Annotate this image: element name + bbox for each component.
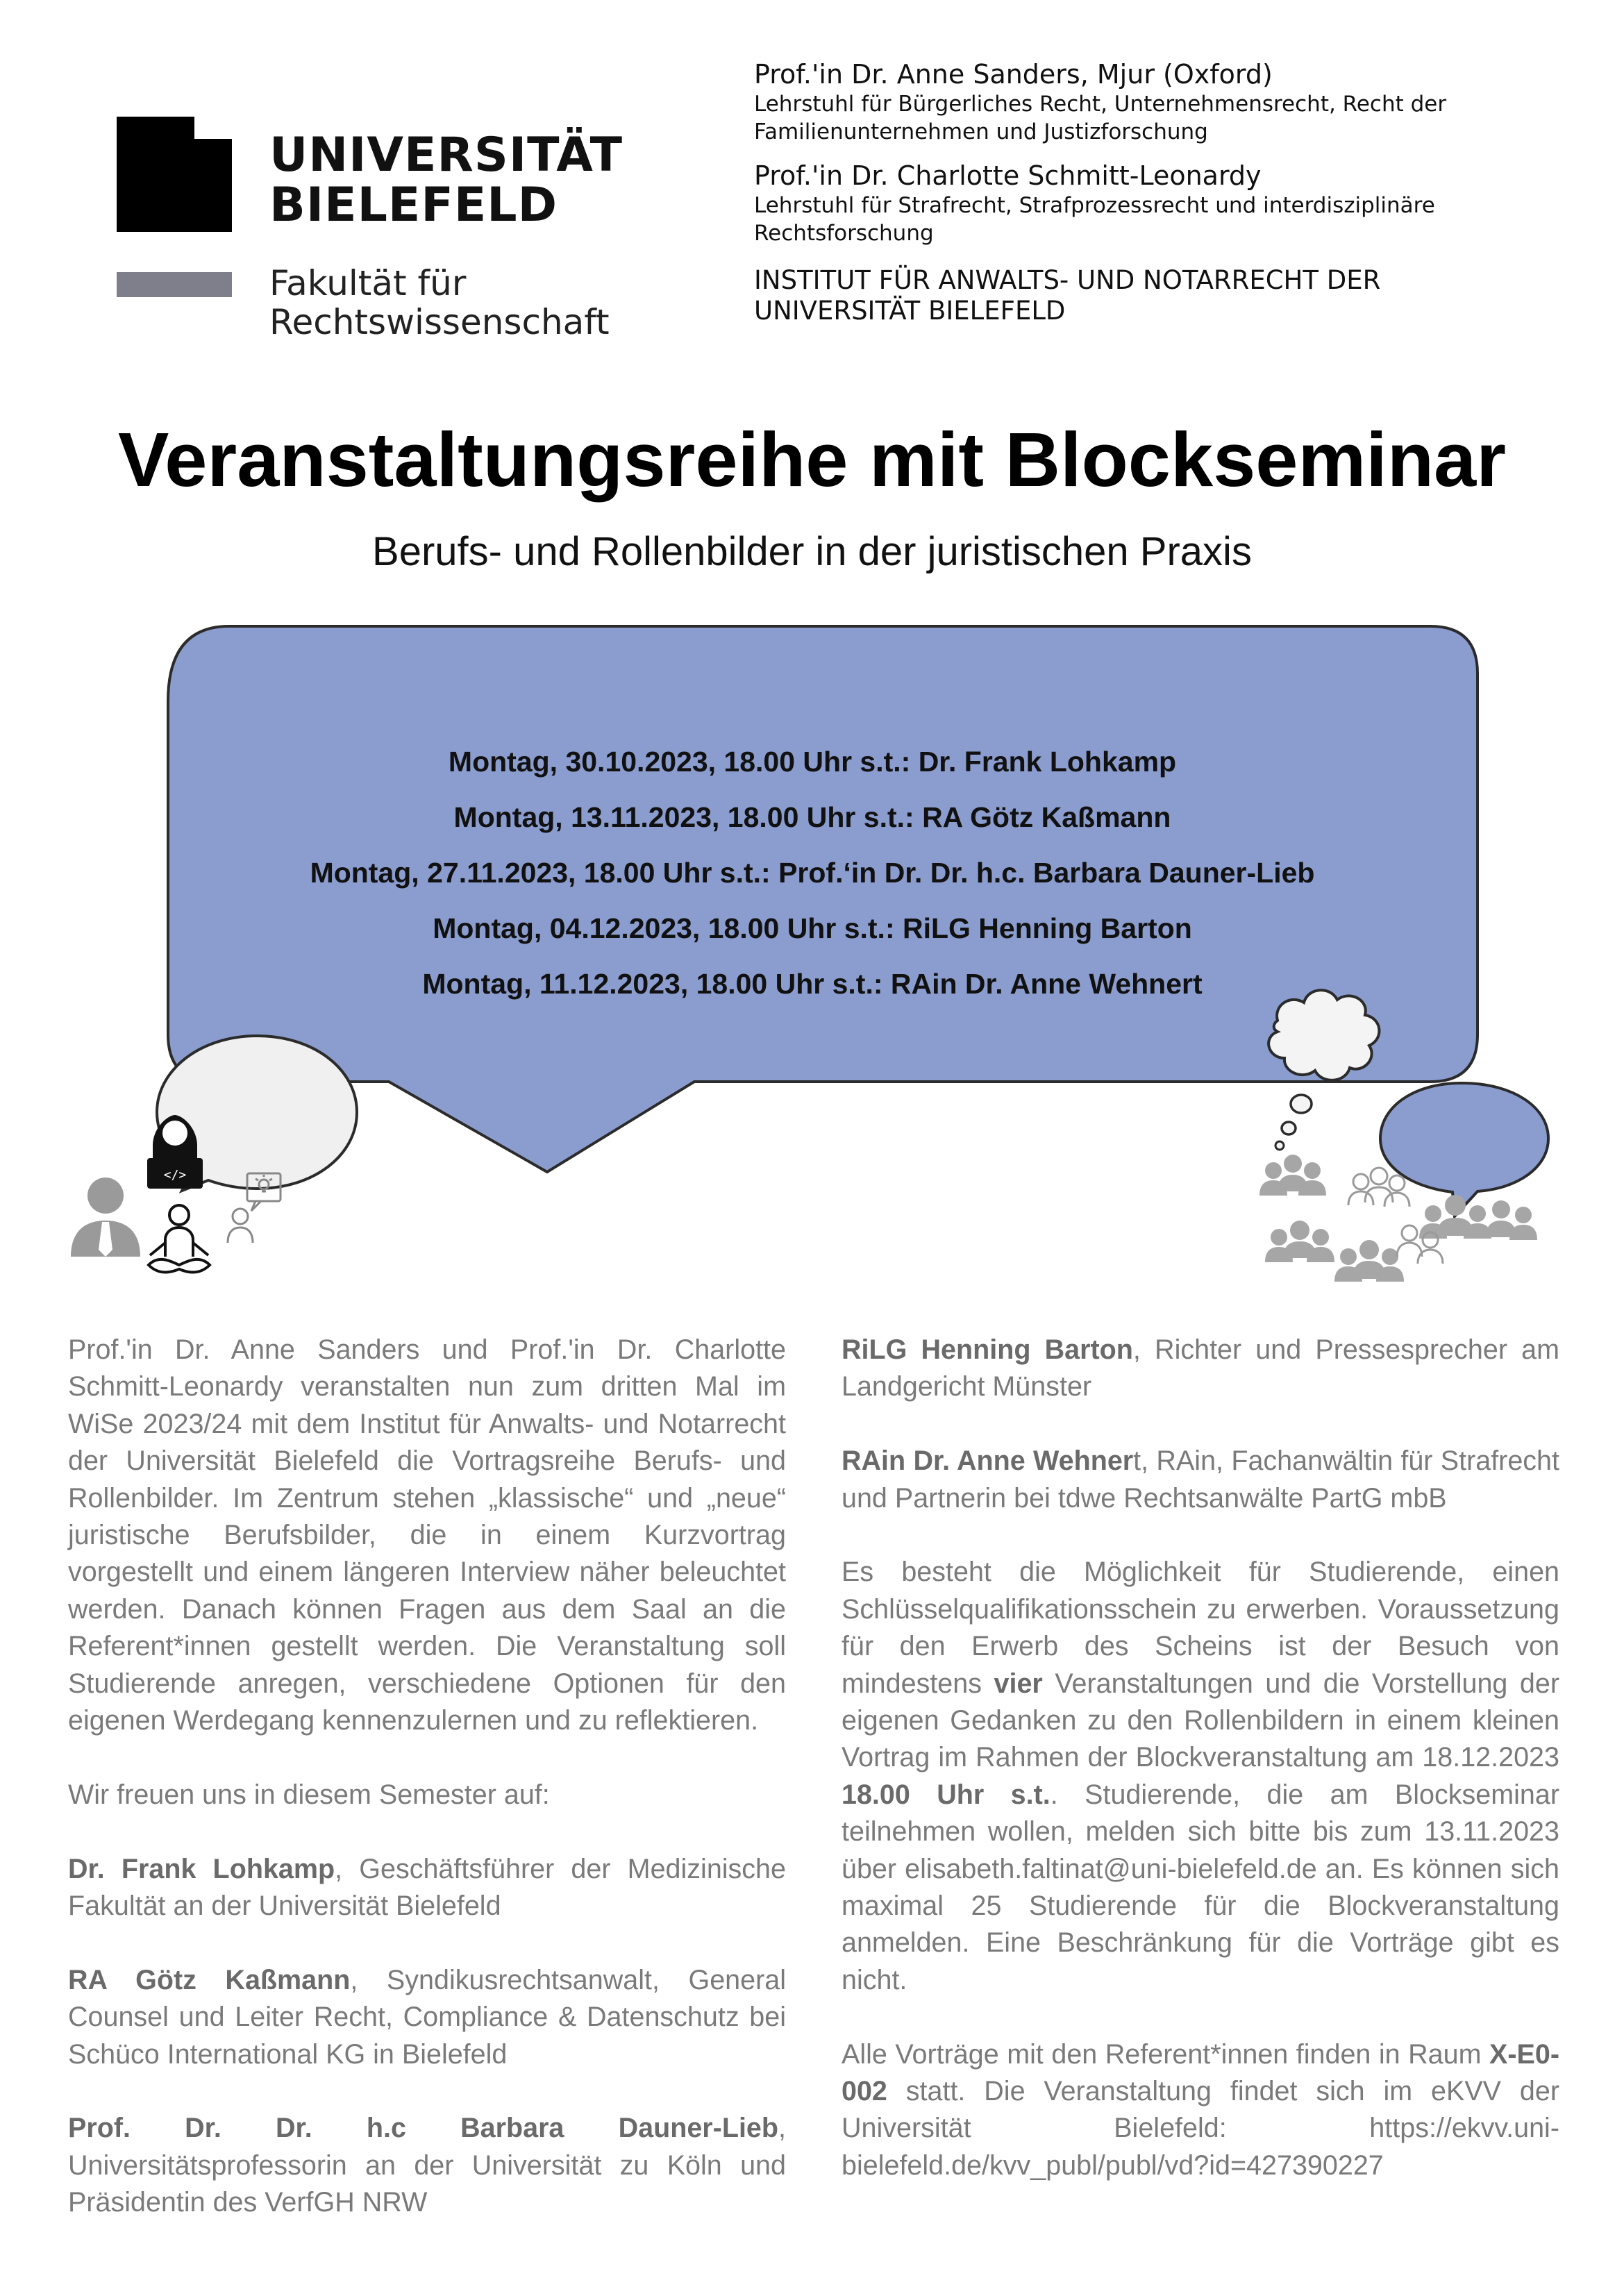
prof1-chair-line-2: Familienunternehmen und Justizforschung: [754, 119, 1208, 144]
thought-dot-2: [1282, 1122, 1296, 1134]
institute-line-1: INSTITUT FÜR ANWALTS- UND NOTARRECHT DER: [754, 265, 1381, 295]
prof1-name: Prof.'in Dr. Anne Sanders, Mjur (Oxford): [754, 59, 1273, 90]
university-name-line-2: BIELEFELD: [269, 178, 558, 233]
speaker-wehnert: [842, 1443, 1559, 1517]
cert-text-3: . Studierende, die am Blockseminar teilnehmen wollen, melden sich bitte bis zum 13.11.2023 über elisabeth.faltinat@uni-bielefeld.de an. Es können sich maximal 25 Studierende für die Blockveranstaltung anmelden. Eine Beschränkung für die Vorträge gibt es nicht.: [842, 1779, 1559, 1995]
speaker-name: Dr. Frank Lohkamp: [68, 1853, 335, 1884]
left-column: [68, 1332, 786, 2222]
prof2-chair-line-2: Rechtsforschung: [754, 221, 934, 246]
speaker-desc: , RAin, Fachanwältin für Strafrecht und Partnerin bei tdwe Rechtsanwälte PartG mbB: [842, 1446, 1559, 1514]
businessman-icon: [71, 1178, 140, 1257]
date-line-1: Montag, 30.10.2023, 18.00 Uhr s.t.: Dr. Frank Lohkamp: [448, 746, 1177, 778]
prof1-chair-line-1: Lehrstuhl für Bürgerliches Recht, Unternehmensrecht, Recht der: [754, 92, 1447, 117]
speaker-name-rest: t: [1133, 1446, 1141, 1477]
speaker-dauner-lieb: [68, 2110, 786, 2221]
page-title: Veranstaltungsreihe mit Blockseminar: [117, 417, 1507, 503]
looking-forward: Wir freuen uns in diesem Semester auf:: [68, 1779, 550, 1810]
speaker-name: Prof. Dr. Dr. h.c Barbara Dauner-Lieb: [68, 2113, 779, 2144]
speaker-name: RiLG Henning Barton: [842, 1334, 1133, 1365]
intro-paragraph: Prof.'in Dr. Anne Sanders und Prof.'in Dr. Charlotte Schmitt-Leonardy veranstalten nun zum dritten Mal im WiSe 2023/24 mit dem Institut für Anwalts- und Notarrecht der Universität Bielefeld die Vortragsreihe Berufs- und Rollenbilder. Im Zentrum stehen „klassische“ und „neue“ juristische Berufsbilder, die in einem Kurzvortrag vorgestellt und einem längeren Interview näher beleuchtet werden. Danach können Fragen aus dem Saal an die Referent*innen gestellt werden. Die Veranstaltung soll Studierende anregen, verschiedene Optionen für den eigenen Werdegang kennenzulernen und zu reflektieren.: [68, 1334, 786, 1736]
right-column: [842, 1332, 1559, 2184]
speaker-lohkamp: [68, 1851, 786, 1925]
speaker-name: RAin Dr. Anne Wehner: [842, 1446, 1134, 1477]
date-line-4: Montag, 04.12.2023, 18.00 Uhr s.t.: RiLG Henning Barton: [433, 912, 1192, 944]
speaker-name: RA Götz Kaßmann: [68, 1964, 351, 1995]
thought-dot-1: [1291, 1095, 1312, 1113]
prof2-name: Prof.'in Dr. Charlotte Schmitt-Leonardy: [754, 160, 1262, 191]
speaker-barton: [842, 1332, 1559, 1406]
cert-bold-2: 18.00 Uhr s.t.: [842, 1779, 1050, 1810]
prof2-chair-line-1: Lehrstuhl für Strafrecht, Strafprozessrecht und interdisziplinäre: [754, 193, 1435, 218]
certificate-paragraph: [842, 1554, 1559, 1999]
svg-text:</>: </>: [163, 1168, 187, 1182]
page-subtitle: Berufs- und Rollenbilder in der juristischen Praxis: [372, 529, 1252, 574]
cert-bold-1: vier: [994, 1668, 1043, 1699]
cert-text-2: Veranstaltungen und die Vorstellung der eigenen Gedanken zu den Rollenbildern in einem kleinen Vortrag im Rahmen der Blockveranstaltung am 18.12.2023: [842, 1668, 1560, 1773]
date-line-3: Montag, 27.11.2023, 18.00 Uhr s.t.: Prof.‘in Dr. Dr. h.c. Barbara Dauner-Lieb: [310, 857, 1315, 889]
faculty-line-2: Rechtswissenschaft: [269, 302, 610, 342]
speaker-kassmann: [68, 1962, 786, 2073]
date-line-2: Montag, 13.11.2023, 18.00 Uhr s.t.: RA Götz Kaßmann: [453, 801, 1171, 833]
date-line-5: Montag, 11.12.2023, 18.00 Uhr s.t.: RAin Dr. Anne Wehnert: [422, 968, 1203, 1000]
room-text-2: statt. Die Veranstaltung findet sich im eKVV der Universität Bielefeld: https://ekvv.uni-bielefeld.de/kvv_publ/publ/vd?id=427390227: [842, 2076, 1559, 2181]
meditating-person-icon: [149, 1205, 210, 1273]
speaker-desc: , Syndikusrechtsanwalt, General Counsel und Leiter Recht, Compliance & Datenschutz bei Schüco International KG in Bielefeld: [68, 1964, 786, 2070]
room-text-1: Alle Vorträge mit den Referent*innen finden in Raum: [842, 2038, 1490, 2070]
room-paragraph: [842, 2036, 1559, 2185]
speaker-desc: , Richter und Pressesprecher am Landgericht Münster: [842, 1334, 1559, 1402]
thought-cloud: [1269, 990, 1379, 1080]
room-number: X-E0-002: [842, 2038, 1559, 2107]
speaker-desc: , Geschäftsführer der Medizinische Fakultät an der Universität Bielefeld: [68, 1853, 786, 1922]
institute-line-2: UNIVERSITÄT BIELEFELD: [754, 296, 1066, 326]
faculty-line-1: Fakultät für: [269, 263, 467, 303]
thought-dot-3: [1275, 1141, 1284, 1150]
university-name-line-1: UNIVERSITÄT: [269, 128, 623, 183]
cert-text-1: Es besteht die Möglichkeit für Studierende, einen Schlüsselqualifikationsschein zu erwerben. Voraussetzung für den Erwerb des Scheins ist der Besuch von mindestens: [842, 1557, 1559, 1699]
main-speech-bubble: [168, 626, 1477, 1172]
speaker-desc: , Universitätsprofessorin an der Universität zu Köln und Präsidentin des VerfGH NRW: [68, 2113, 786, 2218]
